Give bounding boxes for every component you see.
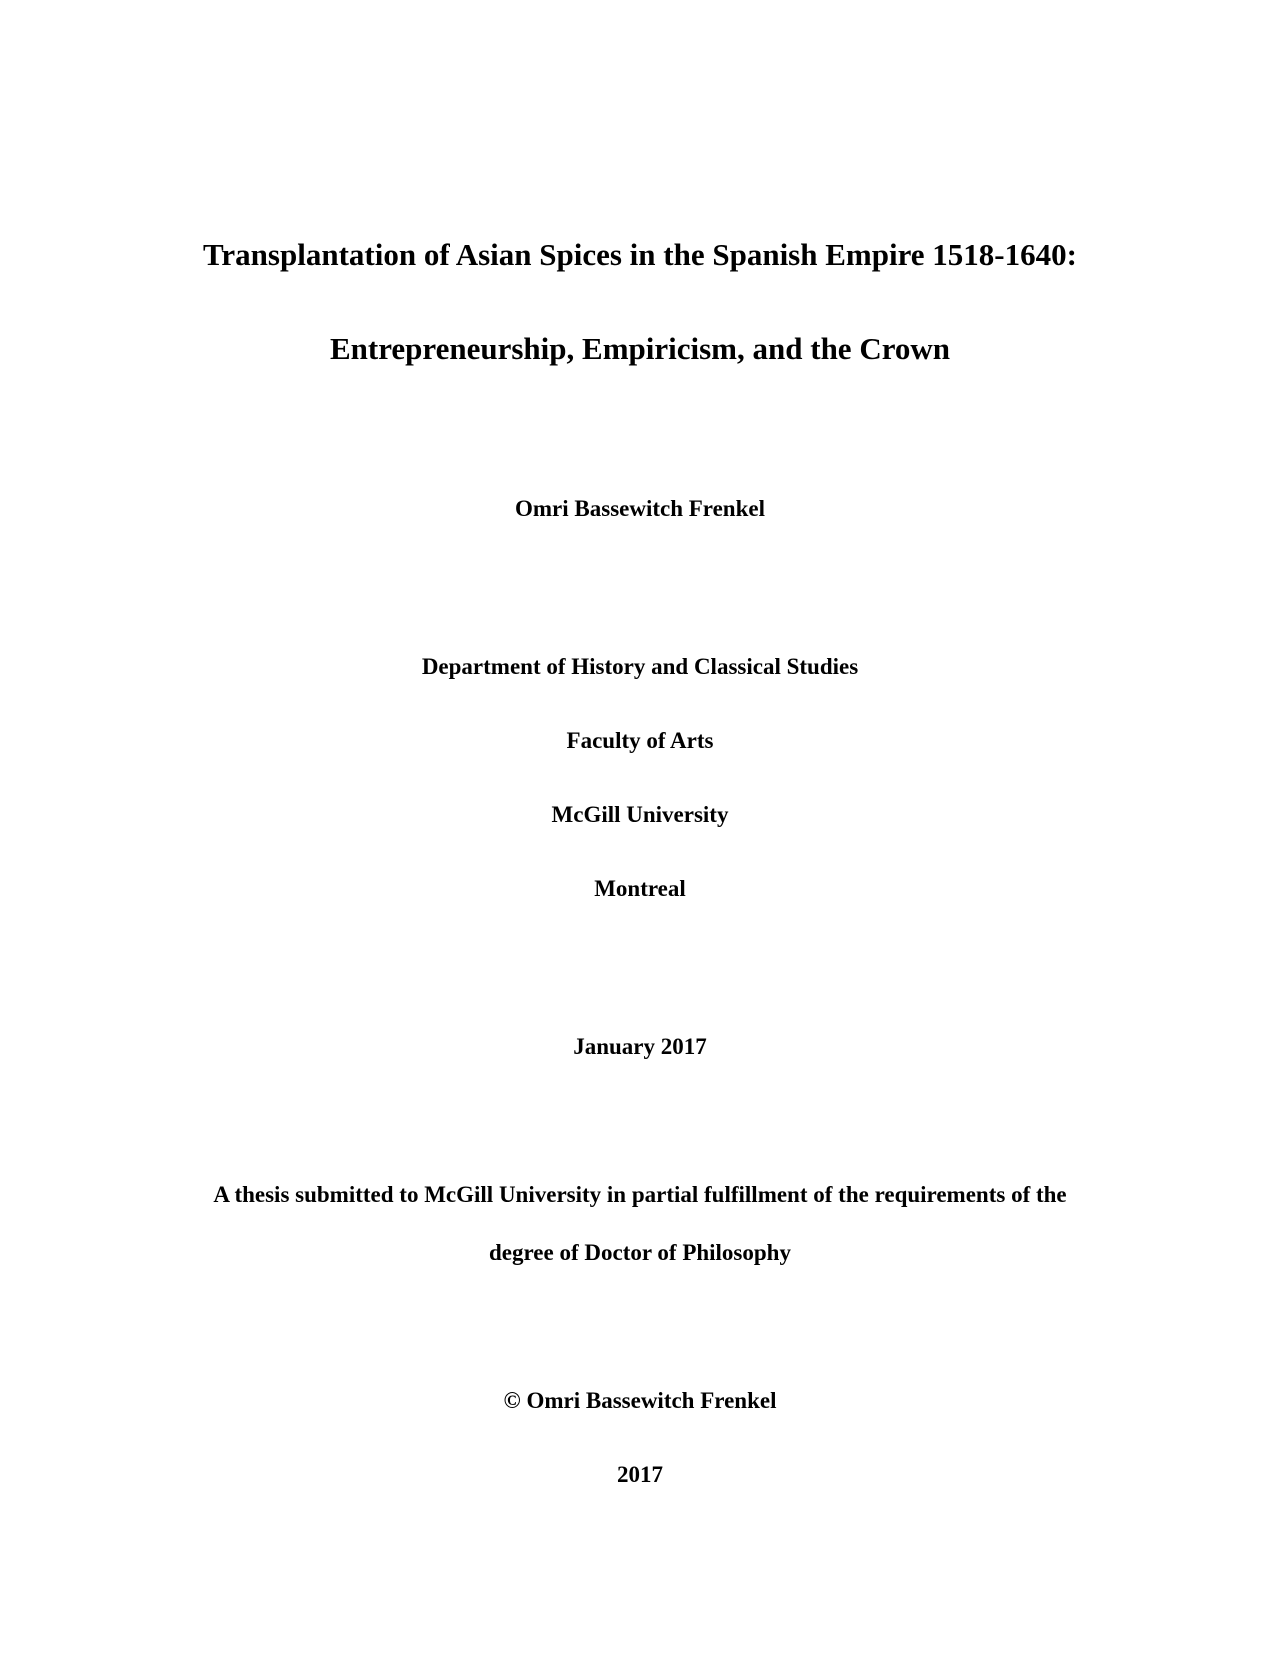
thesis-statement-line-1: A thesis submitted to McGill University in partial fulfillment of the requirements of the	[213, 1182, 1067, 1207]
copyright-notice: © Omri Bassewitch Frenkel	[503, 1388, 777, 1413]
faculty-name: Faculty of Arts	[566, 728, 714, 753]
submission-date: January 2017	[573, 1034, 707, 1059]
thesis-statement-line-2: degree of Doctor of Philosophy	[489, 1240, 791, 1265]
thesis-title-line-1: Transplantation of Asian Spices in the Spanish Empire 1518-1640:	[203, 237, 1077, 272]
department-name: Department of History and Classical Studies	[421, 654, 859, 679]
university-name: McGill University	[551, 802, 729, 827]
thesis-title-line-2: Entrepreneurship, Empiricism, and the Crown	[329, 331, 951, 366]
author-name: Omri Bassewitch Frenkel	[515, 496, 765, 521]
city-name: Montreal	[594, 876, 686, 901]
copyright-year: 2017	[617, 1462, 663, 1487]
